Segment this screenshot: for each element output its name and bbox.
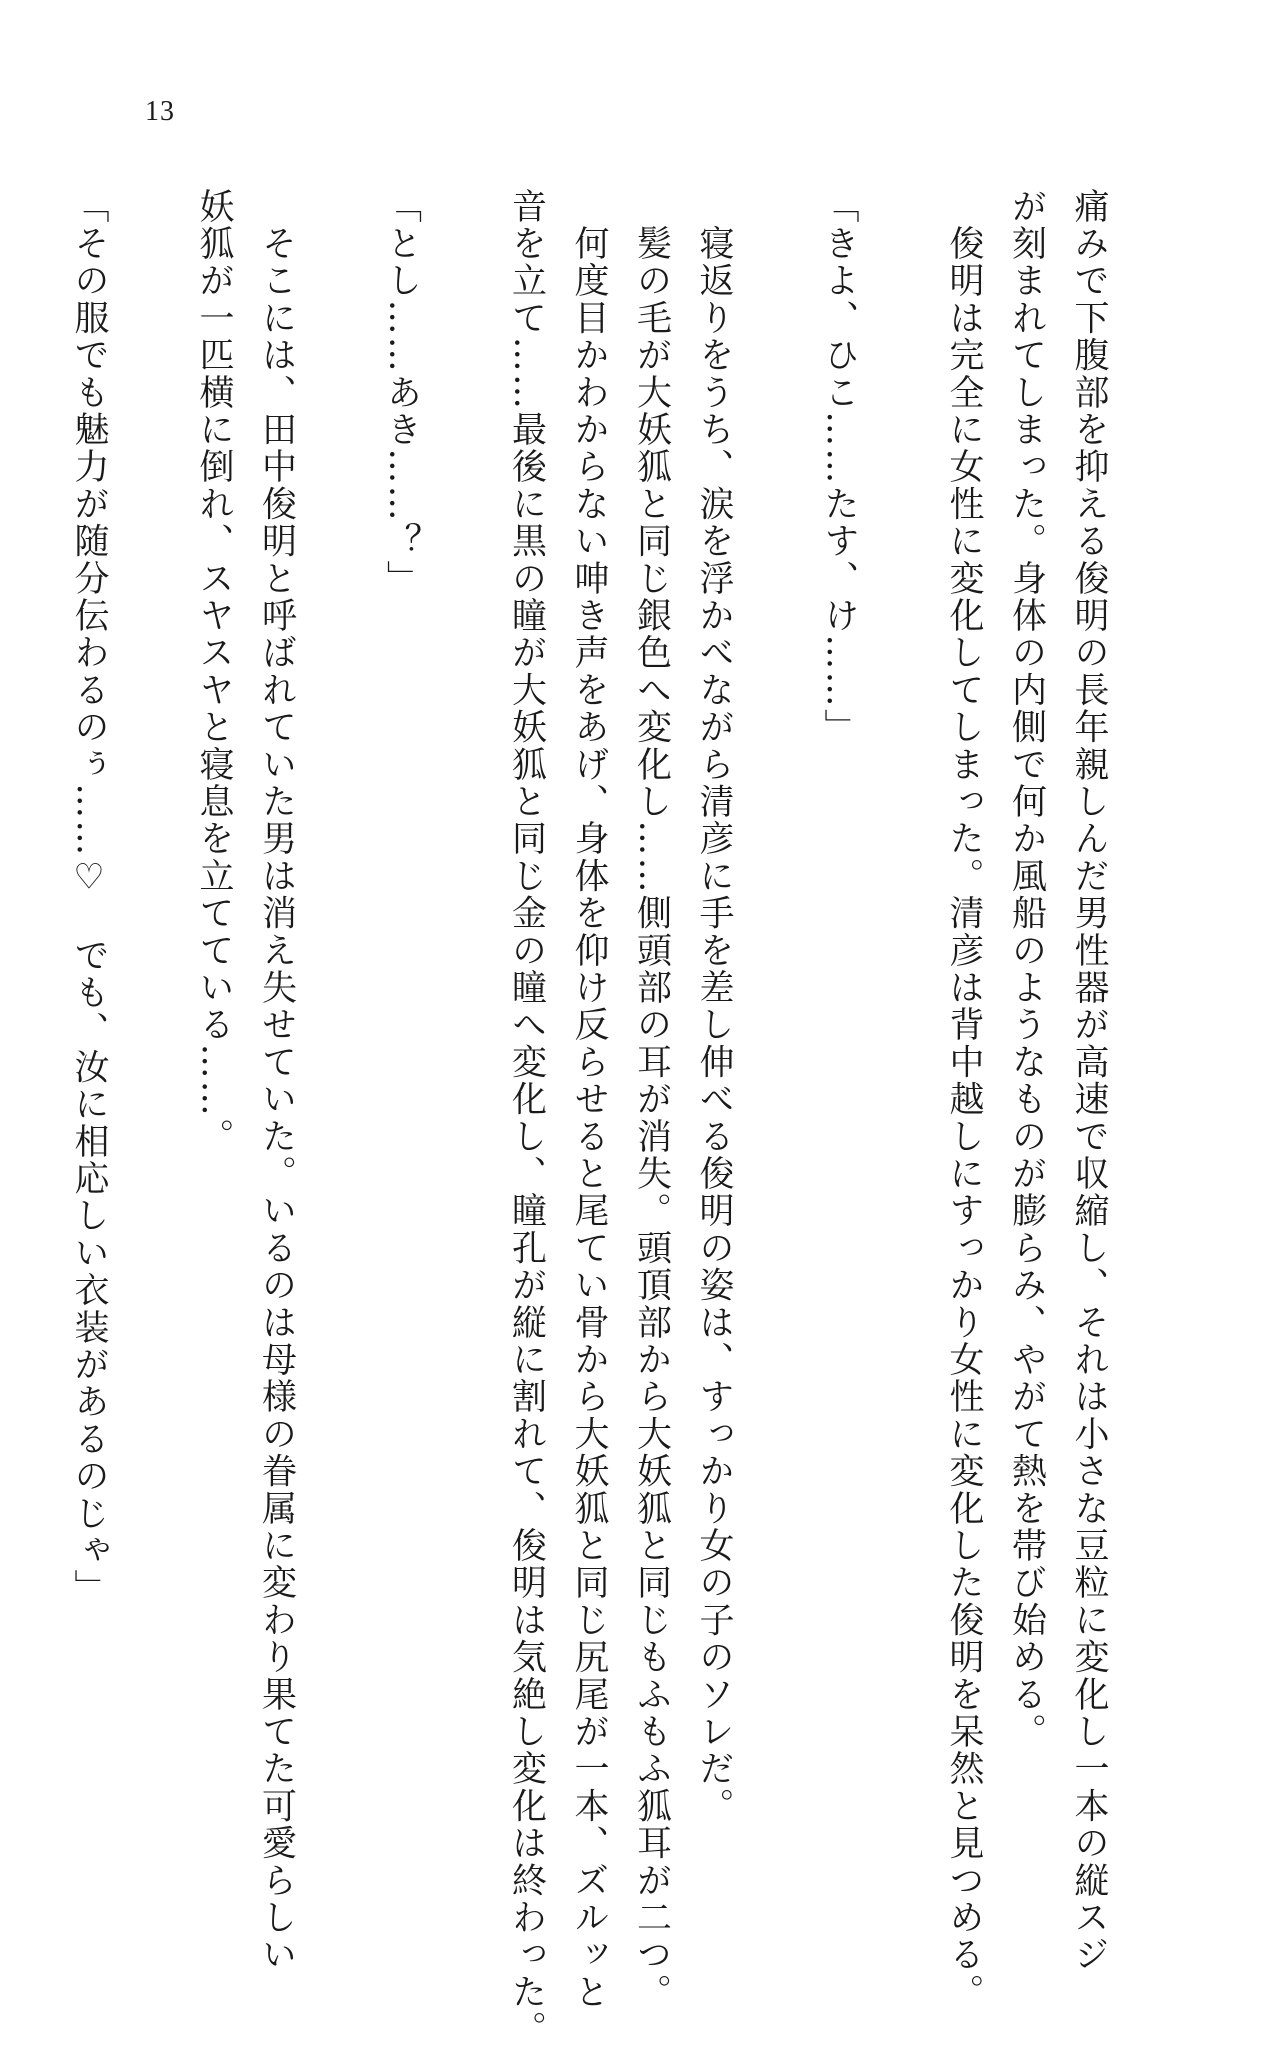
text-line: 妖狐が一匹横に倒れ、スヤスヤと寝息を立てている……。: [194, 188, 234, 1156]
blank-line: [308, 188, 371, 1608]
page-number: 13: [145, 96, 175, 127]
blank-line: [745, 188, 808, 1608]
blank-line: [0, 188, 58, 1608]
text-line: 髪の毛が大妖狐と同じ銀色へ変化し……側頭部の耳が消失。頭頂部から大妖狐と同じもふもふ狐耳が二つ。: [631, 188, 672, 2011]
text-line: そこには、田中俊明と呼ばれていた男は消え失せていた。いるのは母様の眷属に変わり果てた可愛らしい: [256, 188, 297, 1974]
text-line: 寝返りをうち、涙を浮かべながら清彦に手を差し伸べる俊明の姿は、すっかり女の子のソレだ。: [694, 188, 734, 1825]
body-text: [69, 188, 1120, 2048]
dialogue-line: 「とし……あき……？」: [381, 188, 422, 598]
blank-line: [870, 188, 933, 1608]
text-line: 痛みで下腹部を抑える俊明の長年親しんだ男性器が高速で収縮し、それは小さな豆粒に変化し一本の縦スジ: [1069, 188, 1109, 1974]
blank-line: [120, 188, 183, 1608]
text-line: 何度目かわからない呻き声をあげ、身体を仰け反らせると尾てい骨から大妖狐と同じ尻尾が一本、ズルッと: [569, 188, 609, 2011]
text-line: 音を立て……最後に黒の瞳が大妖狐と同じ金の瞳へ変化し、瞳孔が縦に割れて、俊明は気絶し変化は終わった。: [506, 188, 547, 2048]
text-line: 俊明は完全に女性に変化してしまった。清彦は背中越しにすっかり女性に変化した俊明を呆然と見つめる。: [944, 188, 984, 2011]
text-line: が刻まれてしまった。身体の内側で何か風船のようなものが膨らみ、やがて熱を帯び始める。: [1006, 188, 1047, 1751]
blank-line: [433, 188, 496, 1608]
dialogue-line: 「きよ、ひこ……たす、け……」: [819, 188, 859, 746]
dialogue-line: 「その服でも魅力が随分伝わるのぅ……♡ でも、汝に相応しい衣装があるのじゃ」: [69, 188, 109, 1607]
